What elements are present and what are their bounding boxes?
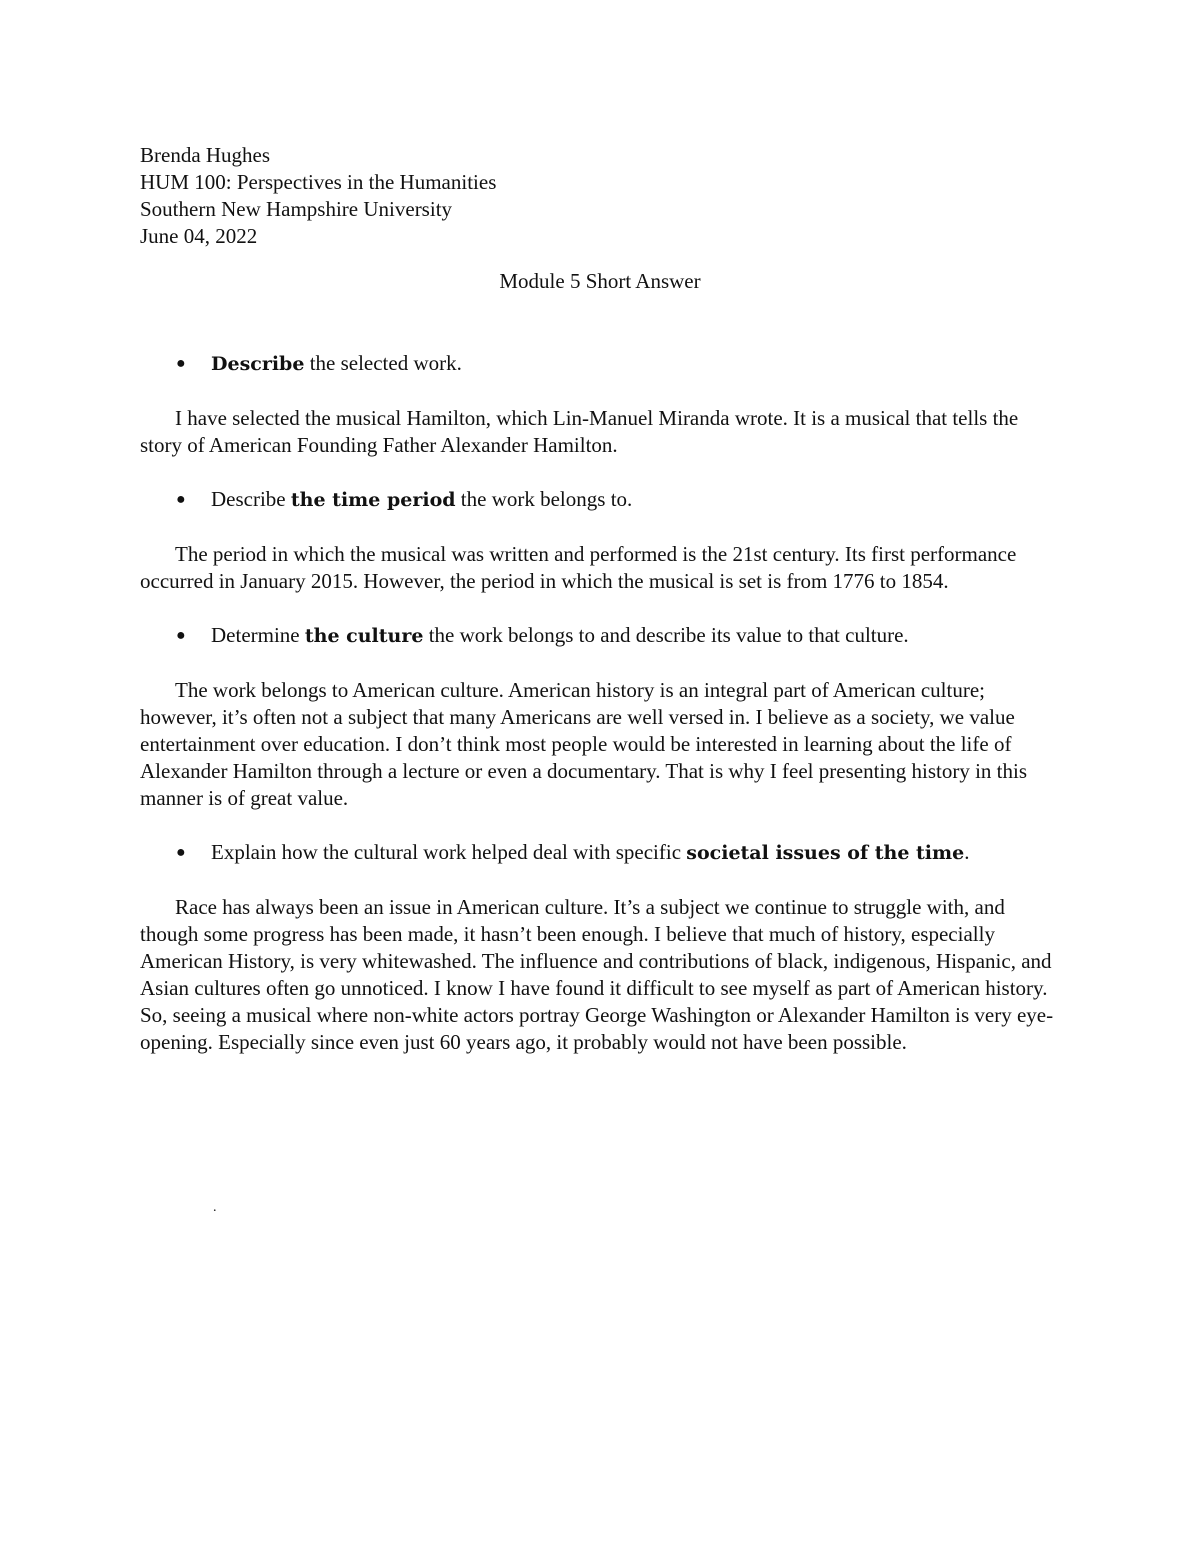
prompt-culture	[140, 622, 1060, 650]
prompt-text-before: Determine	[211, 623, 305, 647]
bullet-icon: ●	[176, 355, 186, 372]
answer-describe-work: I have selected the musical Hamilton, which Lin-Manuel Miranda wrote. It is a musical that tells the story of American Founding Father Alexander Hamilton.	[140, 406, 1019, 457]
answer-culture: The work belongs to American culture. American history is an integral part of American culture; however, it’s often not a subject that many Americans are well versed in. I believe as a society, we value entertainment over education. I don’t think most people would be interested in learning about the life of Alexander Hamilton through a lecture or even a documentary. That is why I feel presenting history in this manner is of great value.	[140, 678, 1027, 810]
prompt-text-bold: Describe	[211, 353, 305, 375]
university-name: Southern New Hampshire University	[140, 197, 453, 221]
stray-period-mark: .	[213, 1200, 217, 1215]
prompt-text-before: Describe	[211, 487, 291, 511]
bullet-icon: ●	[176, 491, 186, 508]
prompt-text-after: the work belongs to and describe its value to that culture.	[423, 623, 909, 647]
prompt-text-before: Explain how the cultural work helped deal with specific	[211, 840, 687, 864]
course-name: HUM 100: Perspectives in the Humanities	[140, 170, 497, 194]
document-body	[140, 142, 1060, 1056]
document-date: June 04, 2022	[140, 224, 258, 248]
prompt-text-bold: societal issues of the time	[686, 842, 965, 864]
header-block	[140, 142, 1060, 250]
prompt-societal-issues	[140, 839, 1060, 867]
prompt-text-after: the work belongs to.	[455, 487, 633, 511]
author-name: Brenda Hughes	[140, 143, 271, 167]
prompt-text-bold: the culture	[304, 625, 424, 647]
document-title: Module 5 Short Answer	[499, 269, 701, 293]
prompt-describe-work	[140, 350, 1060, 378]
answer-time-period: The period in which the musical was written and performed is the 21st century. Its first performance occurred in January 2015. However, the period in which the musical is set is from 1776 to 1854.	[140, 542, 1017, 593]
bullet-icon: ●	[176, 627, 186, 644]
prompt-text-bold: the time period	[290, 489, 456, 511]
answer-societal-issues: Race has always been an issue in American culture. It’s a subject we continue to struggle with, and though some progress has been made, it hasn’t been enough. I believe that much of history, especially American History, is very whitewashed. The influence and contributions of black, indigenous, Hispanic, and Asian cultures often go unnoticed. I know I have found it difficult to see myself as part of American history. So, seeing a musical where non-white actors portray George Washington or Alexander Hamilton is very eye-opening. Especially since even just 60 years ago, it probably would not have been possible.	[140, 895, 1054, 1054]
prompt-text-after: .	[964, 840, 970, 864]
bullet-icon: ●	[176, 844, 186, 861]
prompt-time-period	[140, 486, 1060, 514]
prompt-text-after: the selected work.	[304, 351, 462, 375]
